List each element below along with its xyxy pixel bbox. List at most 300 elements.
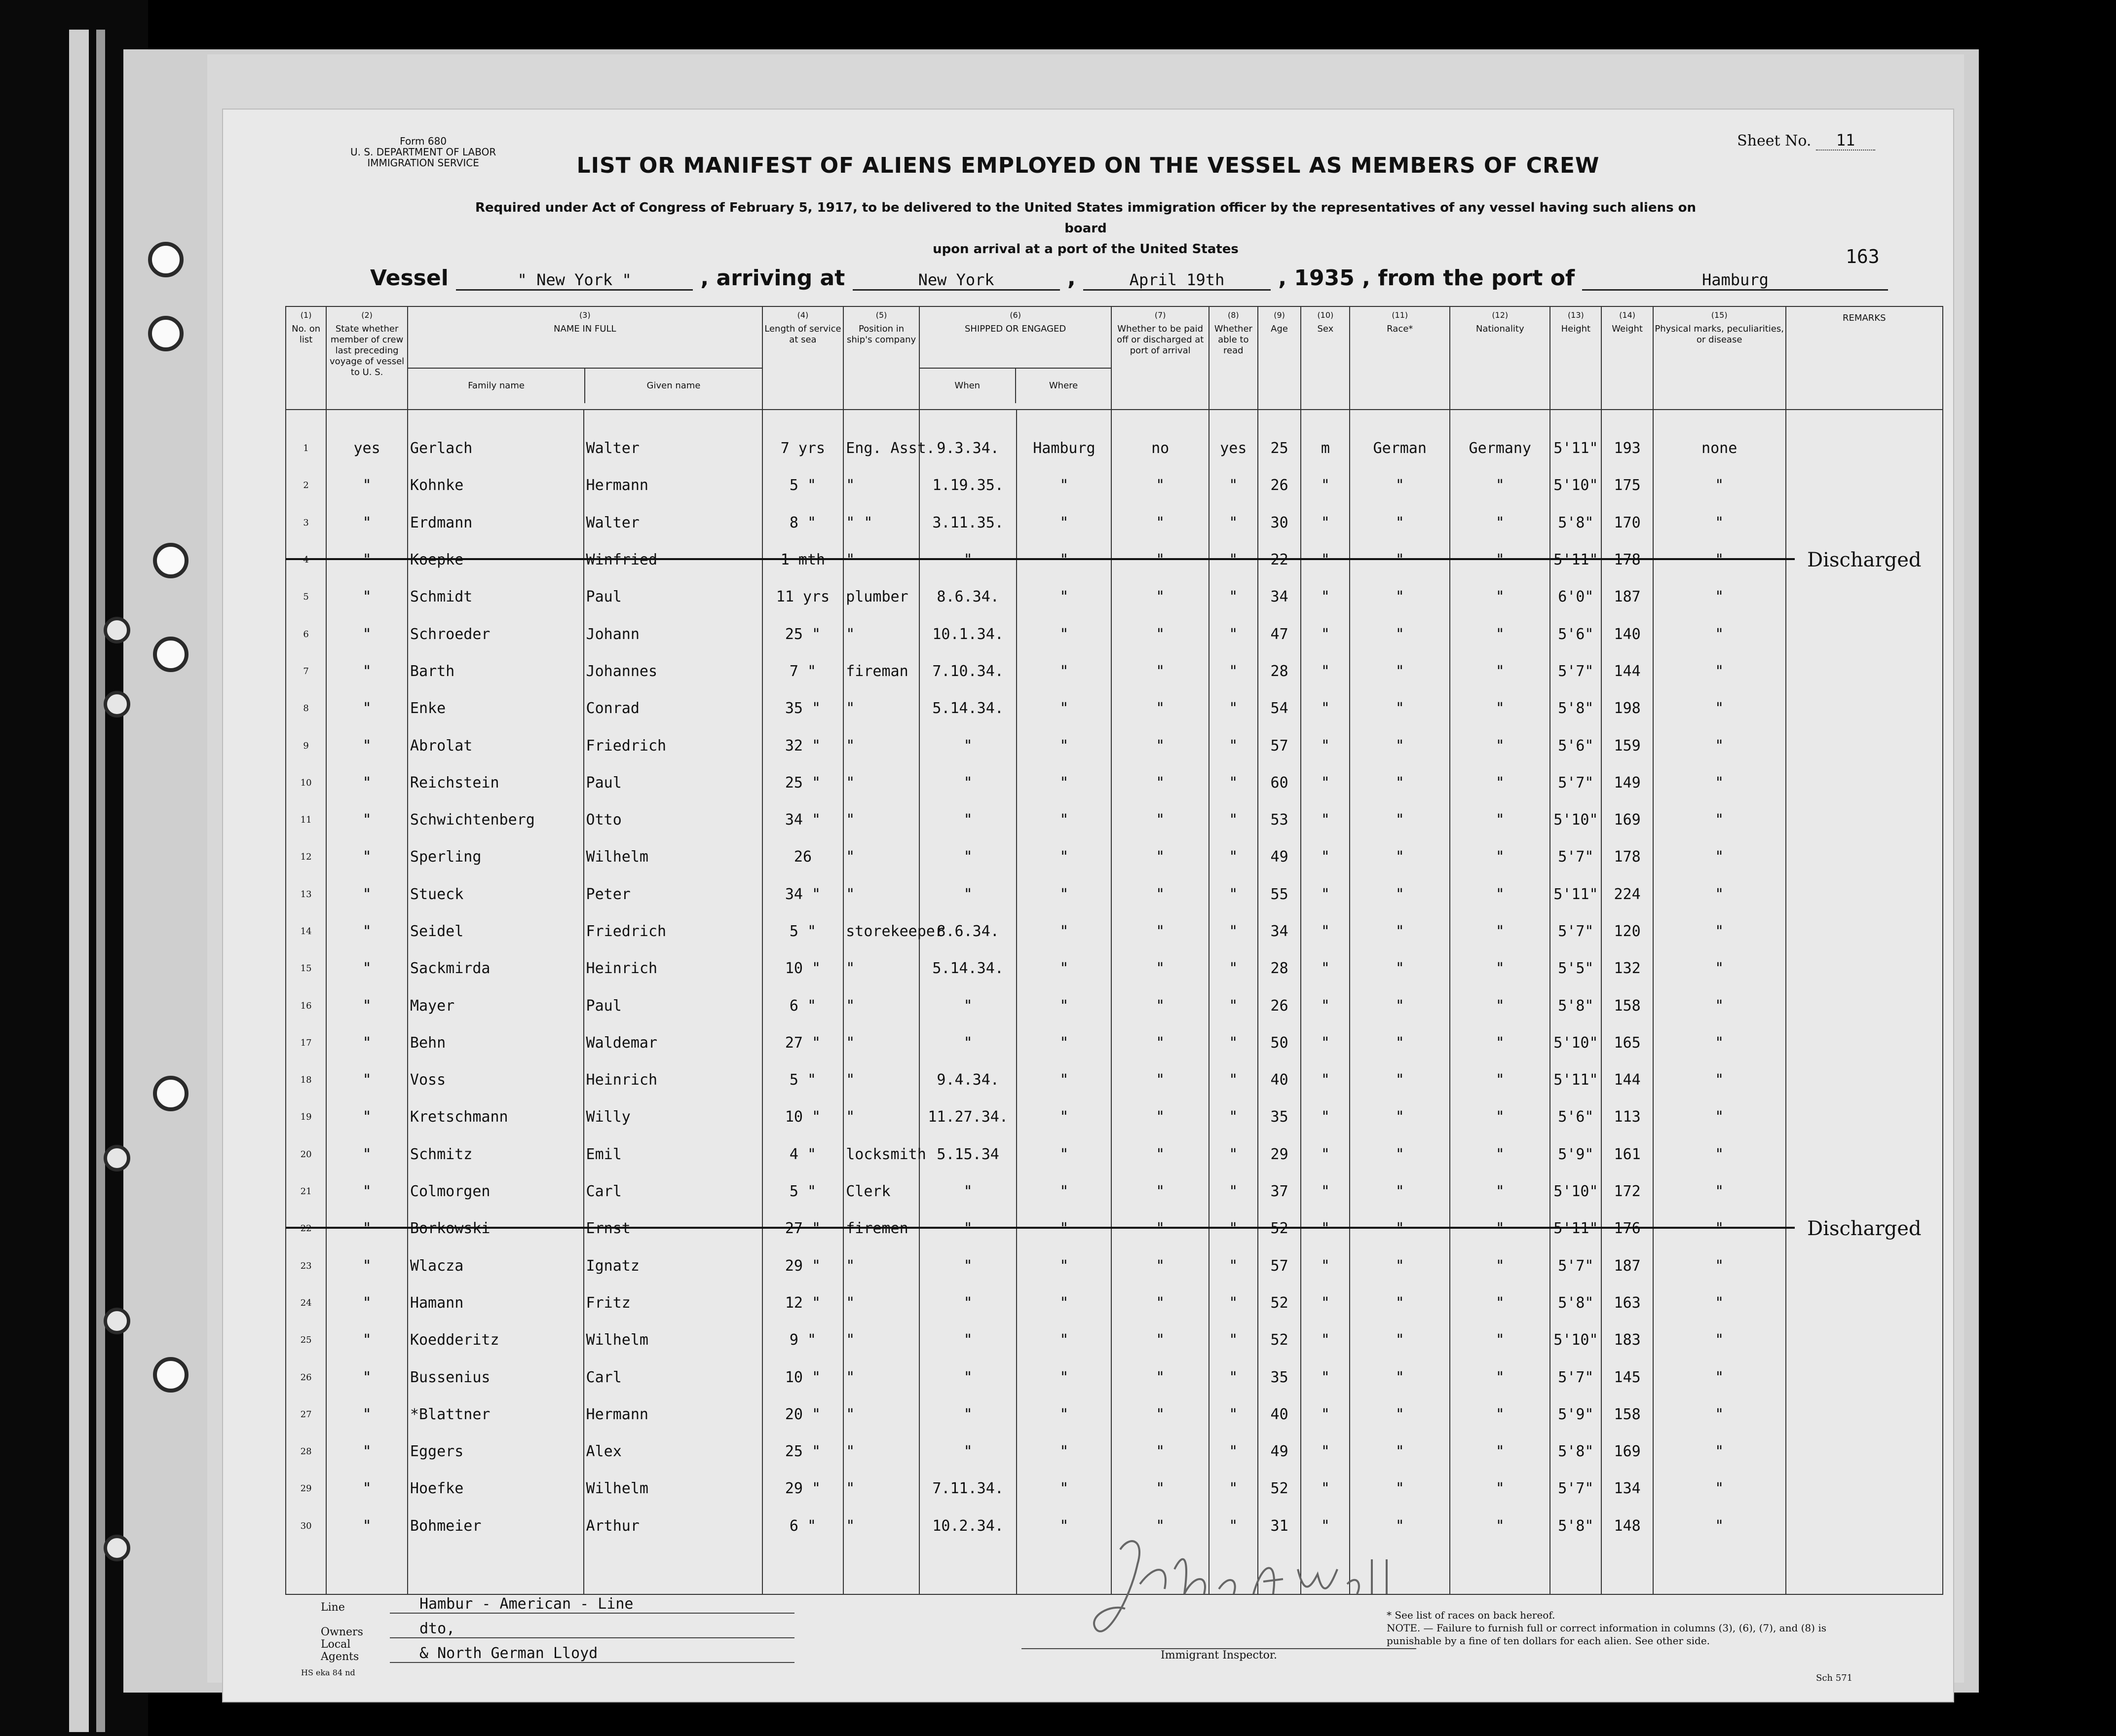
height: 5'8" [1550,690,1601,727]
strike-through-line [286,1227,1795,1229]
table-row [286,1396,1943,1433]
row-number: 30 [286,1508,326,1545]
physical-marks: " [1653,1247,1786,1284]
length-of-service: 8 " [762,504,844,541]
weight: 175 [1601,467,1653,504]
nationality: " [1450,950,1550,987]
nationality: " [1450,987,1550,1024]
sex: " [1301,727,1350,764]
table-row [286,1136,1943,1173]
remarks [1786,987,1943,1024]
race: " [1350,1508,1450,1545]
race: " [1350,578,1450,615]
nationality: " [1450,727,1550,764]
age: 29 [1258,1136,1301,1173]
row-number: 13 [286,876,326,913]
paid-off: " [1111,1247,1209,1284]
shipped-where: " [1017,690,1111,727]
shipped-where: " [1017,1321,1111,1359]
header-no: (1) No. on list [286,306,326,410]
given-name: Walter [584,504,762,541]
header-remarks: REMARKS [1786,306,1943,410]
binder-hole [153,637,189,672]
schedule-number: Sch 571 [1816,1673,1853,1683]
remarks [1786,727,1943,764]
able-to-read: " [1209,1284,1258,1321]
position: " [843,1247,919,1284]
nationality: " [1450,838,1550,875]
previous-voyage: " [326,876,408,913]
row-number: 28 [286,1433,326,1470]
table-row [286,1247,1943,1284]
weight: 132 [1601,950,1653,987]
previous-voyage: " [326,1247,408,1284]
race: " [1350,1247,1450,1284]
binder-hole [104,1535,130,1561]
family-name: Stueck [408,876,584,913]
physical-marks: " [1653,764,1786,801]
row-number: 21 [286,1173,326,1210]
race: " [1350,615,1450,652]
subtitle-line-2: upon arrival at a port of the United States [933,242,1239,257]
header-physical-marks: (15) Physical marks, peculiarities, or disease [1653,306,1786,410]
able-to-read: " [1209,1136,1258,1173]
binder-hole [148,242,184,277]
row-number: 12 [286,838,326,875]
physical-marks: " [1653,913,1786,950]
shipped-when: " [919,1433,1017,1470]
remarks [1786,1136,1943,1173]
footer-block [321,1589,794,1663]
height: 5'11" [1550,876,1601,913]
shipped-when: " [919,1359,1017,1396]
print-mark: HS eka 84 nd [301,1668,355,1677]
length-of-service: 25 " [762,1433,844,1470]
physical-marks: " [1653,1396,1786,1433]
position: " [843,801,919,838]
race: " [1350,690,1450,727]
given-name: Walter [584,430,762,467]
remarks [1786,578,1943,615]
paid-off: " [1111,1098,1209,1135]
length-of-service: 27 " [762,1024,844,1061]
age: 52 [1258,1321,1301,1359]
nationality: " [1450,1098,1550,1135]
height: 5'9" [1550,1136,1601,1173]
shipped-when: " [919,727,1017,764]
paid-off: " [1111,1061,1209,1098]
previous-voyage: " [326,1136,408,1173]
weight: 134 [1601,1470,1653,1507]
nationality: Germany [1450,430,1550,467]
nationality: " [1450,1396,1550,1433]
crew-manifest-table [285,306,1943,1595]
shipped-where: " [1017,950,1111,987]
position: " [843,764,919,801]
given-name: Heinrich [584,950,762,987]
remarks [1786,1173,1943,1210]
header-able-to-read: (8) Whether able to read [1209,306,1258,410]
family-name: Schmidt [408,578,584,615]
length-of-service: 5 " [762,913,844,950]
height: 5'8" [1550,1508,1601,1545]
shipped-where: " [1017,913,1111,950]
height: 5'6" [1550,1098,1601,1135]
family-name: Voss [408,1061,584,1098]
header-paid-off: (7) Whether to be paid off or discharged at port of arrival [1111,306,1209,410]
previous-voyage: " [326,1098,408,1135]
able-to-read: yes [1209,430,1258,467]
header-sex: (10) Sex [1301,306,1350,410]
height: 5'10" [1550,467,1601,504]
weight: 144 [1601,653,1653,690]
family-name: Wlacza [408,1247,584,1284]
shipped-when: " [919,764,1017,801]
weight: 224 [1601,876,1653,913]
given-name: Paul [584,987,762,1024]
form-number: Form 680 [400,135,447,147]
paid-off: " [1111,615,1209,652]
race: " [1350,801,1450,838]
height: 5'11" [1550,430,1601,467]
age: 55 [1258,876,1301,913]
row-number: 17 [286,1024,326,1061]
sex: " [1301,1433,1350,1470]
able-to-read: " [1209,1508,1258,1545]
race: German [1350,430,1450,467]
row-number: 16 [286,987,326,1024]
row-number: 20 [286,1136,326,1173]
family-name: Behn [408,1024,584,1061]
family-name: Bussenius [408,1359,584,1396]
physical-marks: " [1653,467,1786,504]
shipped-when: " [919,1284,1017,1321]
physical-marks: " [1653,1508,1786,1545]
paid-off: " [1111,1433,1209,1470]
physical-marks: " [1653,504,1786,541]
arriving-label: , arriving at [700,265,845,291]
row-number: 15 [286,950,326,987]
shipped-where: " [1017,876,1111,913]
race: " [1350,653,1450,690]
length-of-service: 10 " [762,950,844,987]
row-number: 7 [286,653,326,690]
sheet-number-label: Sheet No. [1737,132,1812,150]
shipped-where: " [1017,653,1111,690]
remarks [1786,690,1943,727]
table-row [286,838,1943,875]
paid-off: " [1111,467,1209,504]
nationality: " [1450,1508,1550,1545]
family-name: Sperling [408,838,584,875]
race: " [1350,838,1450,875]
previous-voyage: " [326,1061,408,1098]
weight: 149 [1601,764,1653,801]
table-row [286,1284,1943,1321]
row-number: 3 [286,504,326,541]
table-row [286,876,1943,913]
year-label: , 19 [1278,265,1324,291]
binder-hole [104,1308,130,1334]
row-number: 2 [286,467,326,504]
row-number: 14 [286,913,326,950]
nationality: " [1450,913,1550,950]
physical-marks: " [1653,1136,1786,1173]
nationality: " [1450,1024,1550,1061]
weight: 183 [1601,1321,1653,1359]
remarks [1786,1470,1943,1507]
race: " [1350,504,1450,541]
race: " [1350,1061,1450,1098]
nationality: " [1450,578,1550,615]
row-number: 24 [286,1284,326,1321]
paid-off: " [1111,987,1209,1024]
given-name: Paul [584,578,762,615]
agents-label: Local Agents [321,1638,359,1663]
length-of-service: 34 " [762,876,844,913]
shipped-where: " [1017,838,1111,875]
age: 60 [1258,764,1301,801]
age: 52 [1258,1284,1301,1321]
header-shipped: (6) SHIPPED OR ENGAGED When Where [919,306,1112,410]
age: 57 [1258,1247,1301,1284]
length-of-service: 10 " [762,1359,844,1396]
race: " [1350,913,1450,950]
age: 31 [1258,1508,1301,1545]
vessel-line: Vessel " New York " , arriving at New York , April 19th , 1935 , from the port of Hamburg [370,265,1888,291]
stamped-page-number: 163 [1846,246,1880,267]
age: 35 [1258,1359,1301,1396]
nationality: " [1450,1136,1550,1173]
table-row [286,1359,1943,1396]
nationality: " [1450,615,1550,652]
physical-marks: " [1653,1284,1786,1321]
row-number: 6 [286,615,326,652]
physical-marks: " [1653,876,1786,913]
physical-marks: " [1653,690,1786,727]
height: 5'10" [1550,801,1601,838]
position: " " [843,504,919,541]
age: 40 [1258,1061,1301,1098]
sex: " [1301,1024,1350,1061]
family-name: Koedderitz [408,1321,584,1359]
remarks [1786,801,1943,838]
previous-voyage: " [326,764,408,801]
age: 35 [1258,1098,1301,1135]
header-height: (13) Height [1550,306,1601,410]
length-of-service: 5 " [762,467,844,504]
shipped-where: " [1017,1061,1111,1098]
page-title: LIST OR MANIFEST OF ALIENS EMPLOYED ON THE VESSEL AS MEMBERS OF CREW [576,153,1600,178]
race: " [1350,1024,1450,1061]
position: " [843,690,919,727]
table-header-row [286,306,1943,410]
shipped-when: 8.6.34. [919,913,1017,950]
family-name: *Blattner [408,1396,584,1433]
row-number: 10 [286,764,326,801]
family-name: Eggers [408,1433,584,1470]
shipped-when: 1.19.35. [919,467,1017,504]
physical-marks: " [1653,1470,1786,1507]
shipped-when: 3.11.35. [919,504,1017,541]
weight: 144 [1601,1061,1653,1098]
height: 5'10" [1550,1024,1601,1061]
vessel-label: Vessel [370,265,449,291]
previous-voyage: " [326,1396,408,1433]
physical-marks: " [1653,1061,1786,1098]
family-name: Colmorgen [408,1173,584,1210]
physical-marks: " [1653,1024,1786,1061]
sex: " [1301,801,1350,838]
weight: 198 [1601,690,1653,727]
sex: " [1301,1247,1350,1284]
paid-off: " [1111,876,1209,913]
position: storekeeper [843,913,919,950]
sex: " [1301,913,1350,950]
nationality: " [1450,1433,1550,1470]
table-row [286,950,1943,987]
nationality: " [1450,1359,1550,1396]
given-name: Carl [584,1359,762,1396]
remarks [1786,876,1943,913]
arrival-year: 35 [1324,265,1355,291]
position: " [843,987,919,1024]
sex: " [1301,950,1350,987]
header-nationality: (12) Nationality [1450,306,1550,410]
sex: " [1301,1284,1350,1321]
paid-off: no [1111,430,1209,467]
shipped-where: " [1017,1024,1111,1061]
race: " [1350,1284,1450,1321]
length-of-service: 12 " [762,1284,844,1321]
position: " [843,1284,919,1321]
length-of-service: 25 " [762,615,844,652]
weight: 113 [1601,1098,1653,1135]
weight: 120 [1601,913,1653,950]
height: 5'8" [1550,1433,1601,1470]
shipped-where: " [1017,727,1111,764]
age: 52 [1258,1470,1301,1507]
weight: 148 [1601,1508,1653,1545]
shipped-where: " [1017,1359,1111,1396]
remarks [1786,615,1943,652]
length-of-service: 5 " [762,1061,844,1098]
given-name: Alex [584,1433,762,1470]
sex: " [1301,1470,1350,1507]
from-port-label: , from the port of [1362,265,1575,291]
shipped-when: 5.14.34. [919,950,1017,987]
length-of-service: 10 " [762,1098,844,1135]
nationality: " [1450,1321,1550,1359]
previous-voyage: " [326,1321,408,1359]
paid-off: " [1111,1024,1209,1061]
given-name: Heinrich [584,1061,762,1098]
age: 57 [1258,727,1301,764]
sex: " [1301,1061,1350,1098]
race-note: * See list of races on back hereof. [1387,1609,1555,1621]
shipped-where: " [1017,1247,1111,1284]
sex: " [1301,1359,1350,1396]
race: " [1350,1396,1450,1433]
sex: " [1301,1136,1350,1173]
able-to-read: " [1209,1396,1258,1433]
binder-hole [153,543,189,578]
race: " [1350,1136,1450,1173]
previous-voyage: " [326,1359,408,1396]
race: " [1350,1433,1450,1470]
shipped-where: " [1017,801,1111,838]
sheet-number-value: 11 [1816,131,1875,151]
row-number: 25 [286,1321,326,1359]
footnote [1387,1609,1880,1647]
height: 5'7" [1550,838,1601,875]
shipped-when: 7.10.34. [919,653,1017,690]
previous-voyage: " [326,1470,408,1507]
shipped-where: " [1017,504,1111,541]
paid-off: " [1111,950,1209,987]
sex: " [1301,1508,1350,1545]
shipped-when: " [919,838,1017,875]
able-to-read: " [1209,1024,1258,1061]
nationality: " [1450,690,1550,727]
shipped-when: 11.27.34. [919,1098,1017,1135]
paid-off: " [1111,913,1209,950]
table-row [286,1433,1943,1470]
position: " [843,1470,919,1507]
race: " [1350,1098,1450,1135]
remarks [1786,950,1943,987]
height: 5'9" [1550,1396,1601,1433]
able-to-read: " [1209,1247,1258,1284]
previous-voyage: " [326,987,408,1024]
weight: 163 [1601,1284,1653,1321]
race: " [1350,727,1450,764]
given-name: Ignatz [584,1247,762,1284]
height: 5'7" [1550,764,1601,801]
nationality: " [1450,653,1550,690]
position: " [843,1024,919,1061]
height: 5'5" [1550,950,1601,987]
subtitle-line-1: Required under Act of Congress of February 5, 1917, to be delivered to the United States immigration officer by the representatives of any vessel having such aliens on board [475,200,1697,236]
paid-off: " [1111,1136,1209,1173]
weight: 140 [1601,615,1653,652]
physical-marks: " [1653,727,1786,764]
height: 5'8" [1550,987,1601,1024]
length-of-service: 29 " [762,1247,844,1284]
shipped-where: " [1017,1508,1111,1545]
shipped-when: " [919,1247,1017,1284]
family-name: Sackmirda [408,950,584,987]
binder-hole [104,1145,130,1171]
shipped-where: " [1017,1396,1111,1433]
inspector-field [1021,1594,1416,1661]
sex: " [1301,690,1350,727]
previous-voyage: " [326,1024,408,1061]
shipped-where: " [1017,1433,1111,1470]
previous-voyage: " [326,1433,408,1470]
header-where: Where [1015,369,1111,403]
table-row [286,1470,1943,1507]
remarks [1786,1321,1943,1359]
length-of-service: 26 [762,838,844,875]
header-length-of-service: (4) Length of service at sea [762,306,844,410]
family-name: Mayer [408,987,584,1024]
shipped-when: 9.3.34. [919,430,1017,467]
able-to-read: " [1209,504,1258,541]
nationality: " [1450,504,1550,541]
header-given-name: Given name [584,369,761,403]
shipped-where: " [1017,987,1111,1024]
